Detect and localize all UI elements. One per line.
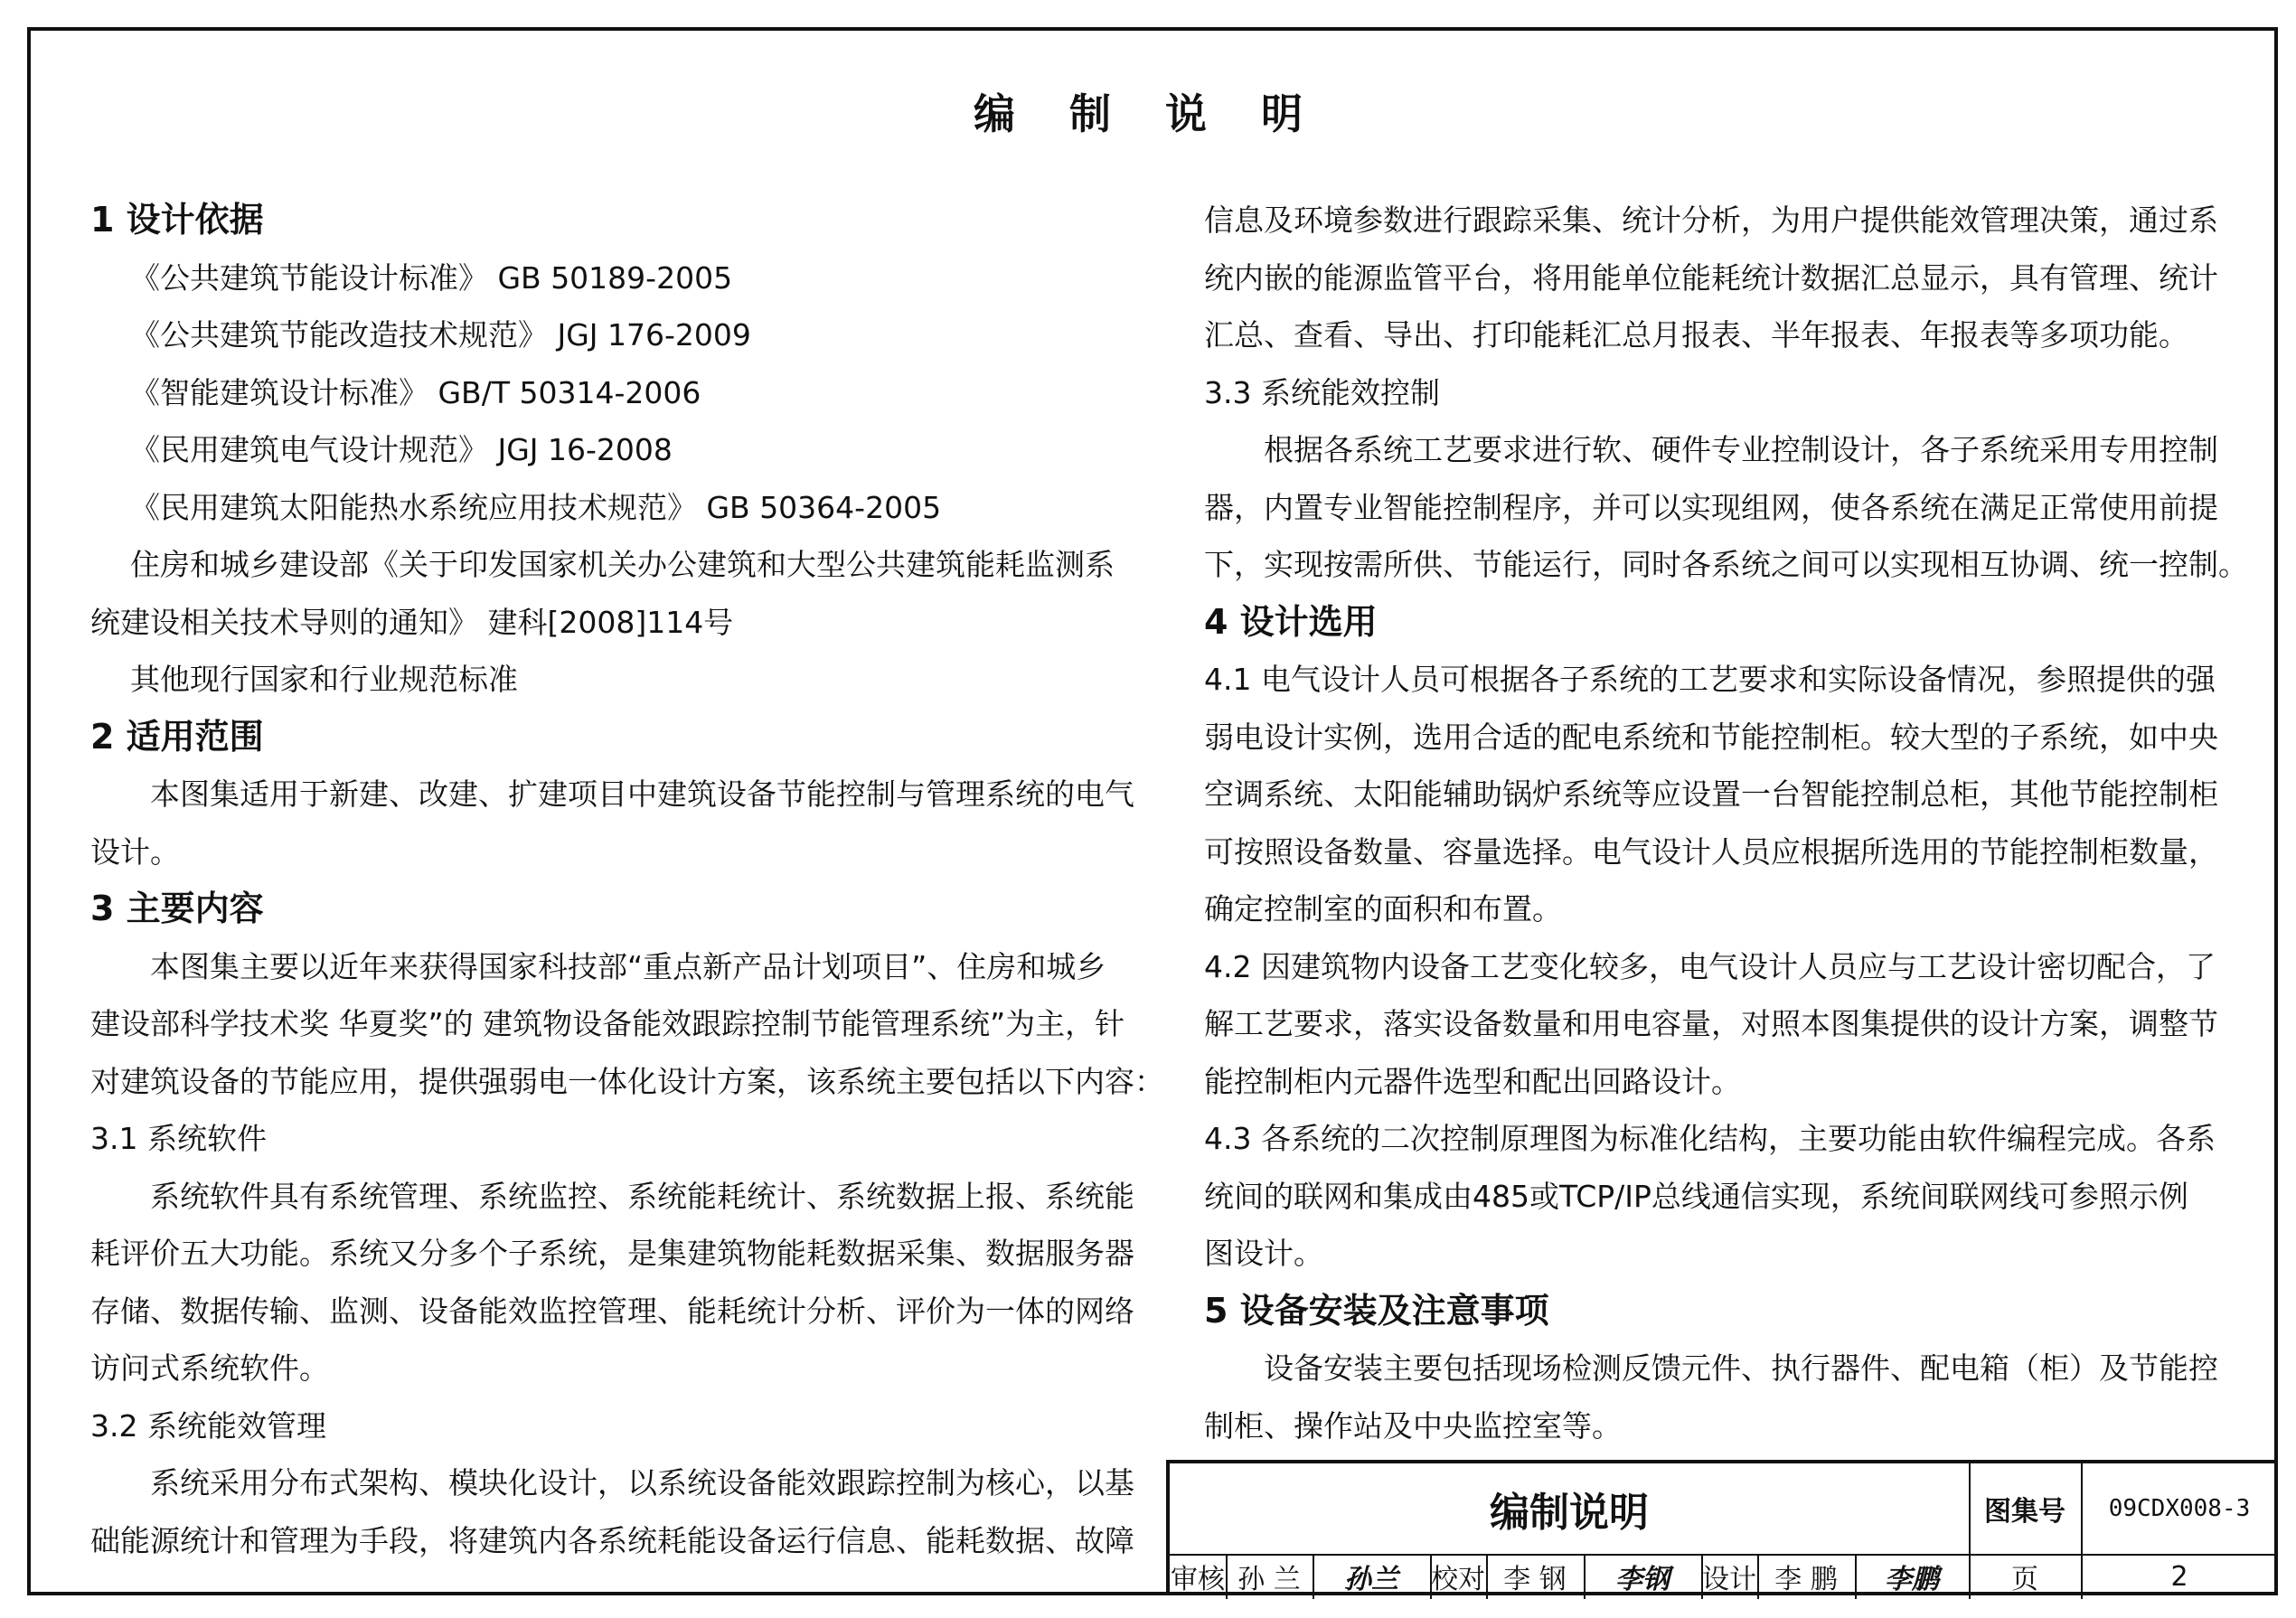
text-line: 住房和城乡建设部《关于印发国家机关办公建筑和大型公共建筑能耗监测系 bbox=[130, 547, 1115, 582]
check-label: 校对 bbox=[1431, 1564, 1485, 1595]
atlas-number: 09CDX008-3 bbox=[2108, 1495, 2251, 1522]
text-line: 设计。 bbox=[90, 833, 180, 870]
text-line: 设备安装主要包括现场检测反馈元件、执行器件、配电箱（柜）及节能控 bbox=[1264, 1350, 2218, 1386]
text-line: 《公共建筑节能改造技术规范》 JGJ 176-2009 bbox=[130, 317, 751, 353]
left-column bbox=[90, 192, 1164, 1569]
text-line: 可按照设备数量、容量选择。电气设计人员应根据所选用的节能控制柜数量， bbox=[1204, 833, 2218, 870]
page-number: 2 bbox=[2170, 1560, 2188, 1593]
text-line: 存储、数据传输、监测、设备能效监控管理、能耗统计分析、评价为一体的网络 bbox=[90, 1293, 1134, 1329]
reviewer-name: 孙 兰 bbox=[1237, 1564, 1301, 1595]
page-title: 编 制 说 明 bbox=[973, 89, 1323, 138]
text-line: 解工艺要求，落实设备数量和用电容量，对照本图集提供的设计方案，调整节 bbox=[1204, 1006, 2218, 1041]
text-line: 其他现行国家和行业规范标准 bbox=[130, 662, 518, 697]
text-line: 3.2 系统能效管理 bbox=[90, 1407, 326, 1444]
title-block bbox=[1166, 1460, 2278, 1595]
text-line: 对建筑设备的节能应用，提供强弱电一体化设计方案，该系统主要包括以下内容： bbox=[90, 1063, 1164, 1099]
text-line: 确定控制室的面积和布置。 bbox=[1204, 891, 1562, 927]
text-line: 《公共建筑节能设计标准》 GB 50189-2005 bbox=[130, 259, 733, 296]
text-line: 制柜、操作站及中央监控室等。 bbox=[1204, 1407, 1622, 1444]
text-line: 4.1 电气设计人员可根据各子系统的工艺要求和实际设备情况，参照提供的强 bbox=[1204, 662, 2216, 697]
text-line: 信息及环境参数进行跟踪采集、统计分析，为用户提供能效管理决策，通过系 bbox=[1204, 202, 2218, 238]
text-line: 器，内置专业智能控制程序，并可以实现组网，使各系统在满足正常使用前提 bbox=[1204, 489, 2218, 525]
text-line: 统间的联网和集成由485或TCP/IP总线通信实现，系统间联网线可参照示例 bbox=[1204, 1178, 2188, 1214]
section-heading: 5 设备安装及注意事项 bbox=[1204, 1290, 1549, 1331]
text-line: 系统采用分布式架构、模块化设计，以系统设备能效跟踪控制为核心，以基 bbox=[150, 1465, 1134, 1500]
text-line: 3.3 系统能效控制 bbox=[1204, 374, 1440, 410]
drawing-name: 编制说明 bbox=[1490, 1490, 1649, 1536]
text-line: 统内嵌的能源监管平台，将用能单位能耗统计数据汇总显示，具有管理、统计 bbox=[1204, 259, 2218, 296]
text-line: 能控制柜内元器件选型和配出回路设计。 bbox=[1204, 1063, 1741, 1099]
text-line: 本图集主要以近年来获得国家科技部“重点新产品计划项目”、住房和城乡 bbox=[150, 948, 1106, 984]
text-line: 下，实现按需所供、节能运行，同时各系统之间可以实现相互协调、统一控制。 bbox=[1204, 547, 2248, 582]
text-line: 《智能建筑设计标准》 GB/T 50314-2006 bbox=[130, 374, 701, 410]
text-line: 图设计。 bbox=[1204, 1236, 1323, 1271]
text-line: 访问式系统软件。 bbox=[90, 1350, 329, 1386]
designer-signature: 李鹏 bbox=[1885, 1564, 1939, 1595]
text-line: 耗评价五大功能。系统又分多个子系统，是集建筑物能耗数据采集、数据服务器 bbox=[90, 1236, 1134, 1271]
section-heading: 4 设计选用 bbox=[1204, 601, 1378, 642]
text-line: 3.1 系统软件 bbox=[90, 1121, 267, 1156]
text-line: 汇总、查看、导出、打印能耗汇总月报表、半年报表、年报表等多项功能。 bbox=[1204, 317, 2188, 353]
text-line: 础能源统计和管理为手段，将建筑内各系统耗能设备运行信息、能耗数据、故障 bbox=[90, 1522, 1134, 1558]
text-line: 建设部科学技术奖 华夏奖”的 建筑物设备能效跟踪控制节能管理系统”为主，针 bbox=[90, 1006, 1125, 1041]
text-line: 空调系统、太阳能辅助锅炉系统等应设置一台智能控制总柜，其他节能控制柜 bbox=[1204, 776, 2218, 812]
designer-name: 李 鹏 bbox=[1774, 1564, 1838, 1595]
section-heading: 2 适用范围 bbox=[90, 716, 264, 757]
text-line: 《民用建筑电气设计规范》 JGJ 16-2008 bbox=[130, 432, 673, 467]
section-heading: 3 主要内容 bbox=[90, 889, 264, 928]
right-column bbox=[1204, 192, 2248, 1454]
text-line: 统建设相关技术导则的通知》 建科[2008]114号 bbox=[90, 604, 734, 640]
section-heading: 1 设计依据 bbox=[90, 200, 264, 240]
text-line: 系统软件具有系统管理、系统监控、系统能耗统计、系统数据上报、系统能 bbox=[150, 1178, 1134, 1214]
text-line: 弱电设计实例，选用合适的配电系统和节能控制柜。较大型的子系统，如中央 bbox=[1204, 719, 2218, 755]
checker-signature: 李钢 bbox=[1615, 1564, 1670, 1595]
text-line: 根据各系统工艺要求进行软、硬件专业控制设计，各子系统采用专用控制 bbox=[1264, 432, 2218, 467]
text-line: 4.2 因建筑物内设备工艺变化较多，电气设计人员应与工艺设计密切配合，了 bbox=[1204, 948, 2216, 984]
text-line: 《民用建筑太阳能热水系统应用技术规范》 GB 50364-2005 bbox=[130, 489, 942, 525]
design-label: 设计 bbox=[1702, 1564, 1756, 1595]
checker-name: 李 钢 bbox=[1503, 1564, 1567, 1595]
atlas-number-label: 图集号 bbox=[1984, 1496, 2065, 1528]
text-line: 4.3 各系统的二次控制原理图为标准化结构，主要功能由软件编程完成。各系 bbox=[1204, 1121, 2216, 1156]
text-line: 本图集适用于新建、改建、扩建项目中建筑设备节能控制与管理系统的电气 bbox=[150, 776, 1134, 812]
page-label: 页 bbox=[2011, 1564, 2038, 1595]
review-label: 审核 bbox=[1171, 1564, 1225, 1595]
reviewer-signature: 孙兰 bbox=[1344, 1564, 1398, 1595]
